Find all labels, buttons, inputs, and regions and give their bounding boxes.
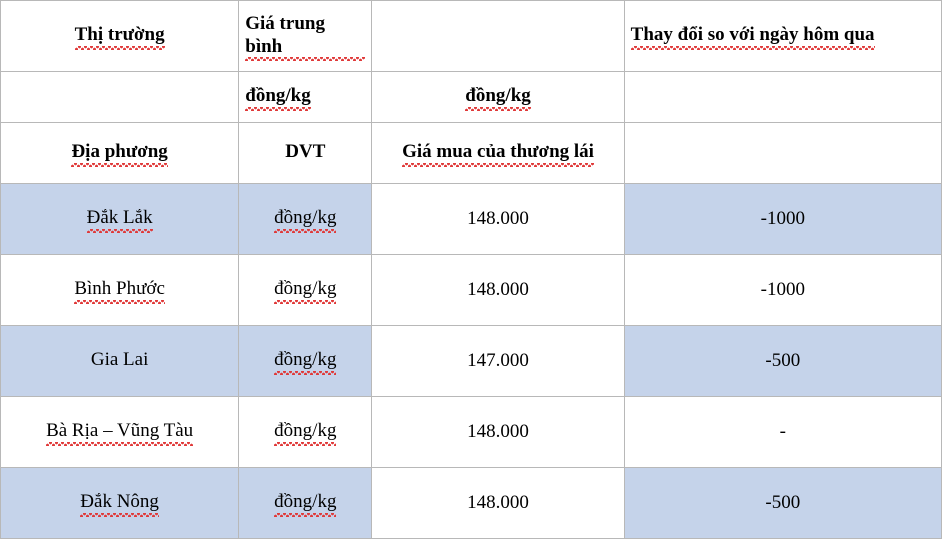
row-unit-cell	[239, 468, 372, 539]
unit-col1-cell	[1, 72, 239, 123]
row-change-value: -1000	[760, 207, 805, 229]
table-row	[1, 184, 942, 255]
row-change-cell	[624, 326, 941, 397]
row-price-value: 148.000	[467, 420, 529, 442]
row-unit-label: đồng/kg	[274, 491, 336, 515]
row-price-value: 148.000	[467, 491, 529, 513]
row-locality-label: Đắk Nông	[80, 491, 159, 515]
unit-col4-cell	[624, 72, 941, 123]
row-unit-cell	[239, 326, 372, 397]
subheader-unit-cell	[239, 123, 372, 184]
header-avg-price-cell	[239, 1, 372, 72]
row-unit-cell	[239, 397, 372, 468]
row-locality-label: Bình Phước	[74, 278, 165, 302]
unit-col3-label: đồng/kg	[465, 85, 530, 109]
header-empty-cell	[372, 1, 624, 72]
table-subheader-row	[1, 123, 942, 184]
table-row	[1, 326, 942, 397]
row-change-cell	[624, 184, 941, 255]
row-change-value: -500	[765, 491, 801, 513]
header-change-label: Thay đổi so với ngày hôm qua	[631, 24, 875, 48]
table-unit-row	[1, 72, 942, 123]
subheader-price-cell	[372, 123, 624, 184]
unit-col2-label: đồng/kg	[245, 85, 310, 109]
header-market-label: Thị trường	[75, 24, 165, 48]
row-change-value: -500	[765, 349, 801, 371]
row-price-cell	[372, 468, 624, 539]
subheader-unit-label: DVT	[285, 141, 326, 163]
row-unit-label: đồng/kg	[274, 278, 336, 302]
table-header-row	[1, 1, 942, 72]
row-locality-cell	[1, 184, 239, 255]
table-row	[1, 468, 942, 539]
table-row	[1, 397, 942, 468]
row-locality-cell	[1, 468, 239, 539]
unit-col2-cell	[239, 72, 372, 123]
row-locality-cell	[1, 255, 239, 326]
row-price-cell	[372, 326, 624, 397]
unit-col3-cell	[372, 72, 624, 123]
row-price-cell	[372, 397, 624, 468]
row-locality-cell	[1, 397, 239, 468]
header-avg-price-label: Giá trung bình	[245, 13, 365, 60]
row-unit-cell	[239, 184, 372, 255]
row-locality-label: Bà Rịa – Vũng Tàu	[46, 420, 193, 444]
row-price-value: 148.000	[467, 278, 529, 300]
subheader-locality-cell	[1, 123, 239, 184]
row-unit-cell	[239, 255, 372, 326]
subheader-col4-cell	[624, 123, 941, 184]
row-unit-label: đồng/kg	[274, 349, 336, 373]
row-change-cell	[624, 255, 941, 326]
header-change-cell	[624, 1, 941, 72]
row-change-value: -1000	[760, 278, 805, 300]
row-price-cell	[372, 184, 624, 255]
row-locality-cell	[1, 326, 239, 397]
row-unit-label: đồng/kg	[274, 420, 336, 444]
subheader-price-label: Giá mua của thương lái	[402, 141, 594, 165]
row-price-value: 147.000	[467, 349, 529, 371]
header-market-cell	[1, 1, 239, 72]
row-locality-label: Đắk Lắk	[87, 207, 153, 231]
row-price-value: 148.000	[467, 207, 529, 229]
subheader-locality-label: Địa phương	[71, 141, 167, 165]
table-row	[1, 255, 942, 326]
row-change-value: -	[779, 420, 786, 442]
row-price-cell	[372, 255, 624, 326]
row-change-cell	[624, 468, 941, 539]
row-change-cell	[624, 397, 941, 468]
row-locality-label: Gia Lai	[90, 349, 149, 371]
row-unit-label: đồng/kg	[274, 207, 336, 231]
